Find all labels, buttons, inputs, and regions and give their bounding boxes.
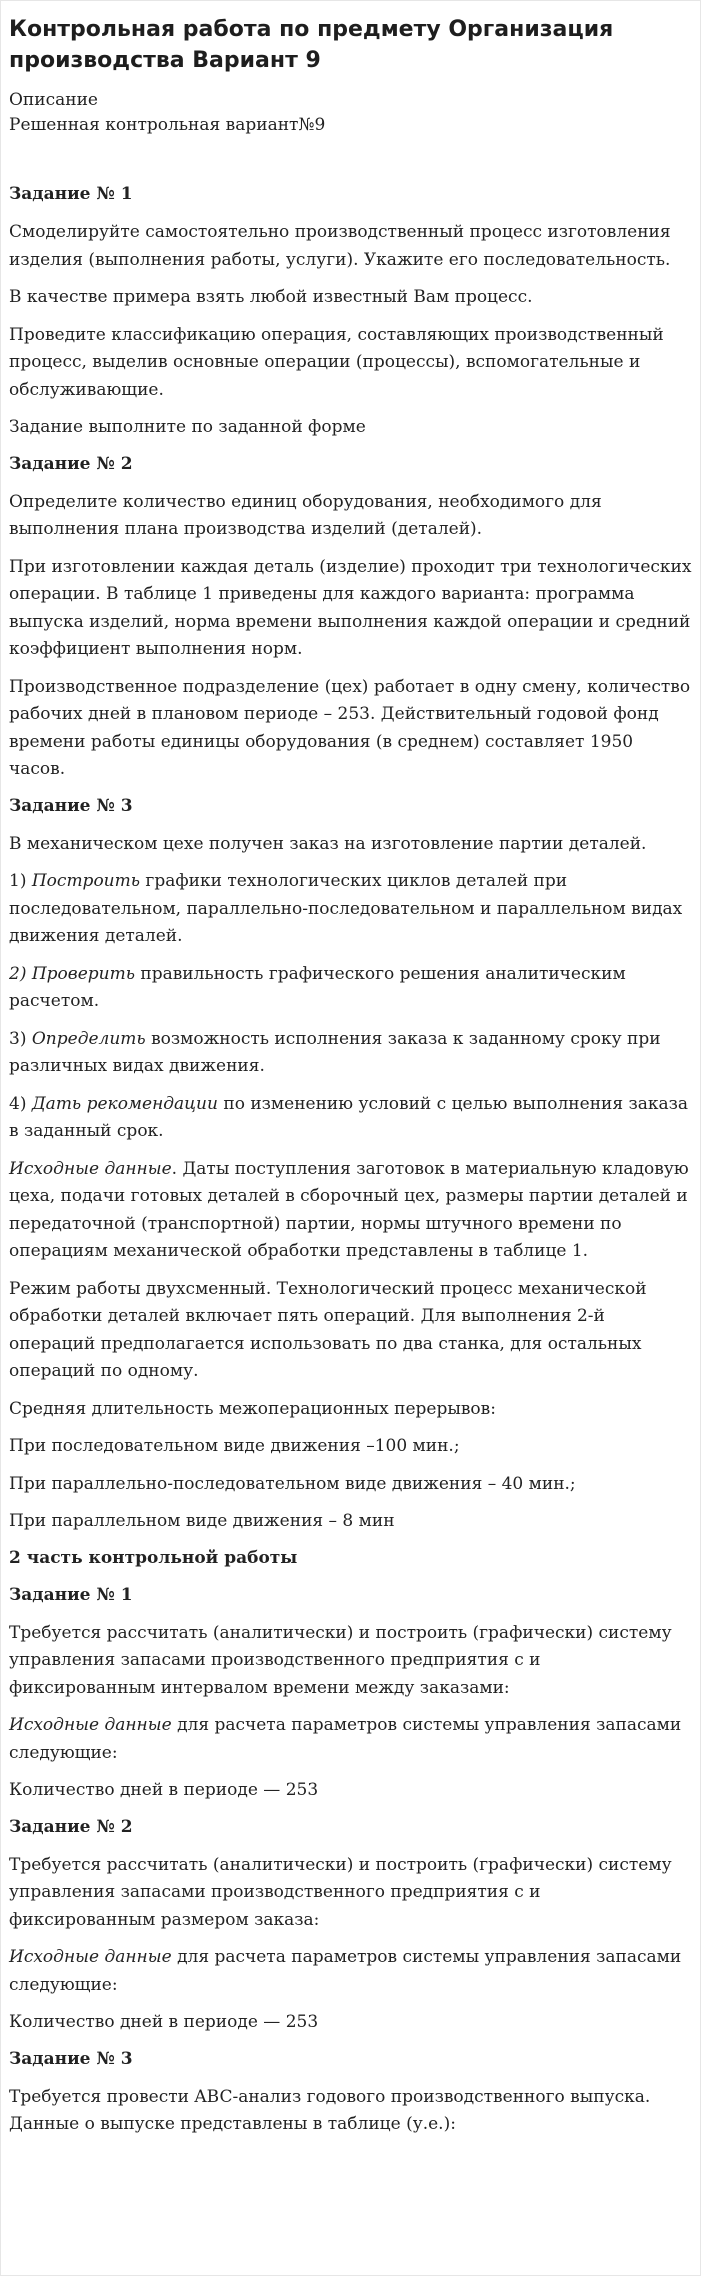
part-2-task-2-paragraph: Количество дней в периоде — 253 [9,2012,319,2032]
task-3-heading: Задание № 3 [9,795,133,816]
description-label: Описание [9,90,98,110]
task-2-paragraph: Производственное подразделение (цех) работает в одну смену, количество рабочих дней в плановом периоде – 253. Действительный годовой фонд времени работы единицы оборудования (в среднем) составляет 1950 часов. [9,676,691,779]
source-data-text: . Даты поступления заготовок в материальную кладовую цеха, подачи готовых деталей в сборочный цех, размеры партии деталей и передаточной (транспортной) партии, нормы штучного времени по операциям механической обработки представлены в таблице 1. [9,1158,689,1261]
task-2-paragraph: Определите количество единиц оборудования, необходимого для выполнения плана производства изделий (деталей). [9,491,602,539]
item-text: графики технологических циклов деталей при последовательном, параллельно-последовательном и параллельном видах движения деталей. [9,871,683,946]
task-3-paragraph: При параллельном виде движения – 8 мин [9,1511,395,1531]
task-2-paragraph: При изготовлении каждая деталь (изделие) проходит три технологических операции. В таблице 1 приведены для каждого варианта: программа выпуска изделий, норма времени выполнения каждой операции и средний коэффициент выполнения норм. [9,556,692,659]
source-data-text: для расчета параметров системы управления запасами следующие: [9,1715,682,1763]
item-text: по изменению условий с целью выполнения заказа в заданный срок. [9,1093,689,1141]
task-3-paragraph: В механическом цехе получен заказ на изготовление партии деталей. [9,833,647,854]
part-2-heading: 2 часть контрольной работы [9,1547,298,1568]
item-text: правильность графического решения аналитическим расчетом. [9,963,626,1011]
task-3-paragraph: При параллельно-последовательном виде движения – 40 мин.; [9,1473,576,1494]
part-2-task-1-heading: Задание № 1 [9,1584,133,1605]
item-keyword: Определить [31,1028,146,1049]
description-text: Решенная контрольная вариант№9 [9,115,326,135]
part-2-task-3-heading: Задание № 3 [9,2048,133,2069]
item-keyword: Дать рекомендации [31,1093,218,1114]
task-1-paragraph: В качестве примера взять любой известный Вам процесс. [9,287,533,307]
task-1-paragraph: Проведите классификацию операция, составляющих производственный процесс, выделив основные операции (процессы), вспомогательные и обслуживающие. [9,324,664,400]
item-number: 3) [9,1028,32,1049]
item-text: возможность исполнения заказа к заданному сроку при различных видах движения. [9,1028,661,1076]
item-keyword: Построить [31,871,141,891]
task-1-heading: Задание № 1 [9,184,133,204]
part-2-task-3-paragraph: Требуется провести ABC-анализ годового производственного выпуска. Данные о выпуске представлены в таблице (у.е.): [9,2086,651,2134]
task-3-paragraph: Средняя длительность межоперационных перерывов: [9,1398,496,1419]
source-data-text: для расчета параметров системы управления запасами следующие: [9,1947,682,1995]
task-2-heading: Задание № 2 [9,453,133,474]
part-2-task-1-paragraph: Количество дней в периоде — 253 [9,1780,319,1800]
item-number: 4) [9,1093,32,1114]
source-data-label: Исходные данные [9,1947,172,1967]
source-data-label: Исходные данные [9,1715,172,1735]
item-keyword: 2) Проверить [9,963,135,984]
page-title: Контрольная работа по предмету Организация производства Вариант 9 [9,17,614,73]
task-3-paragraph: Режим работы двухсменный. Технологический процесс механической обработки деталей включает пять операций. Для выполнения 2-й операций предполагается использовать по два станка, для остальных операций по одному. [9,1278,647,1381]
task-3-paragraph: При последовательном виде движения –100 мин.; [9,1436,460,1456]
task-1-paragraph: Смоделируйте самостоятельно производственный процесс изготовления изделия (выполнения работы, услуги). Укажите его последовательность. [9,222,671,270]
source-data-label: Исходные данные [9,1158,172,1179]
item-number: 1) [9,871,32,891]
task-1-paragraph: Задание выполните по заданной форме [9,417,366,437]
part-2-task-1-paragraph: Требуется рассчитать (аналитически) и построить (графически) систему управления запасами производственного предприятия с и фиксированным интервалом времени между заказами: [9,1622,672,1698]
part-2-task-2-paragraph: Требуется рассчитать (аналитически) и построить (графически) систему управления запасами производственного предприятия с и фиксированным размером заказа: [9,1854,672,1930]
part-2-task-2-heading: Задание № 2 [9,1816,133,1837]
